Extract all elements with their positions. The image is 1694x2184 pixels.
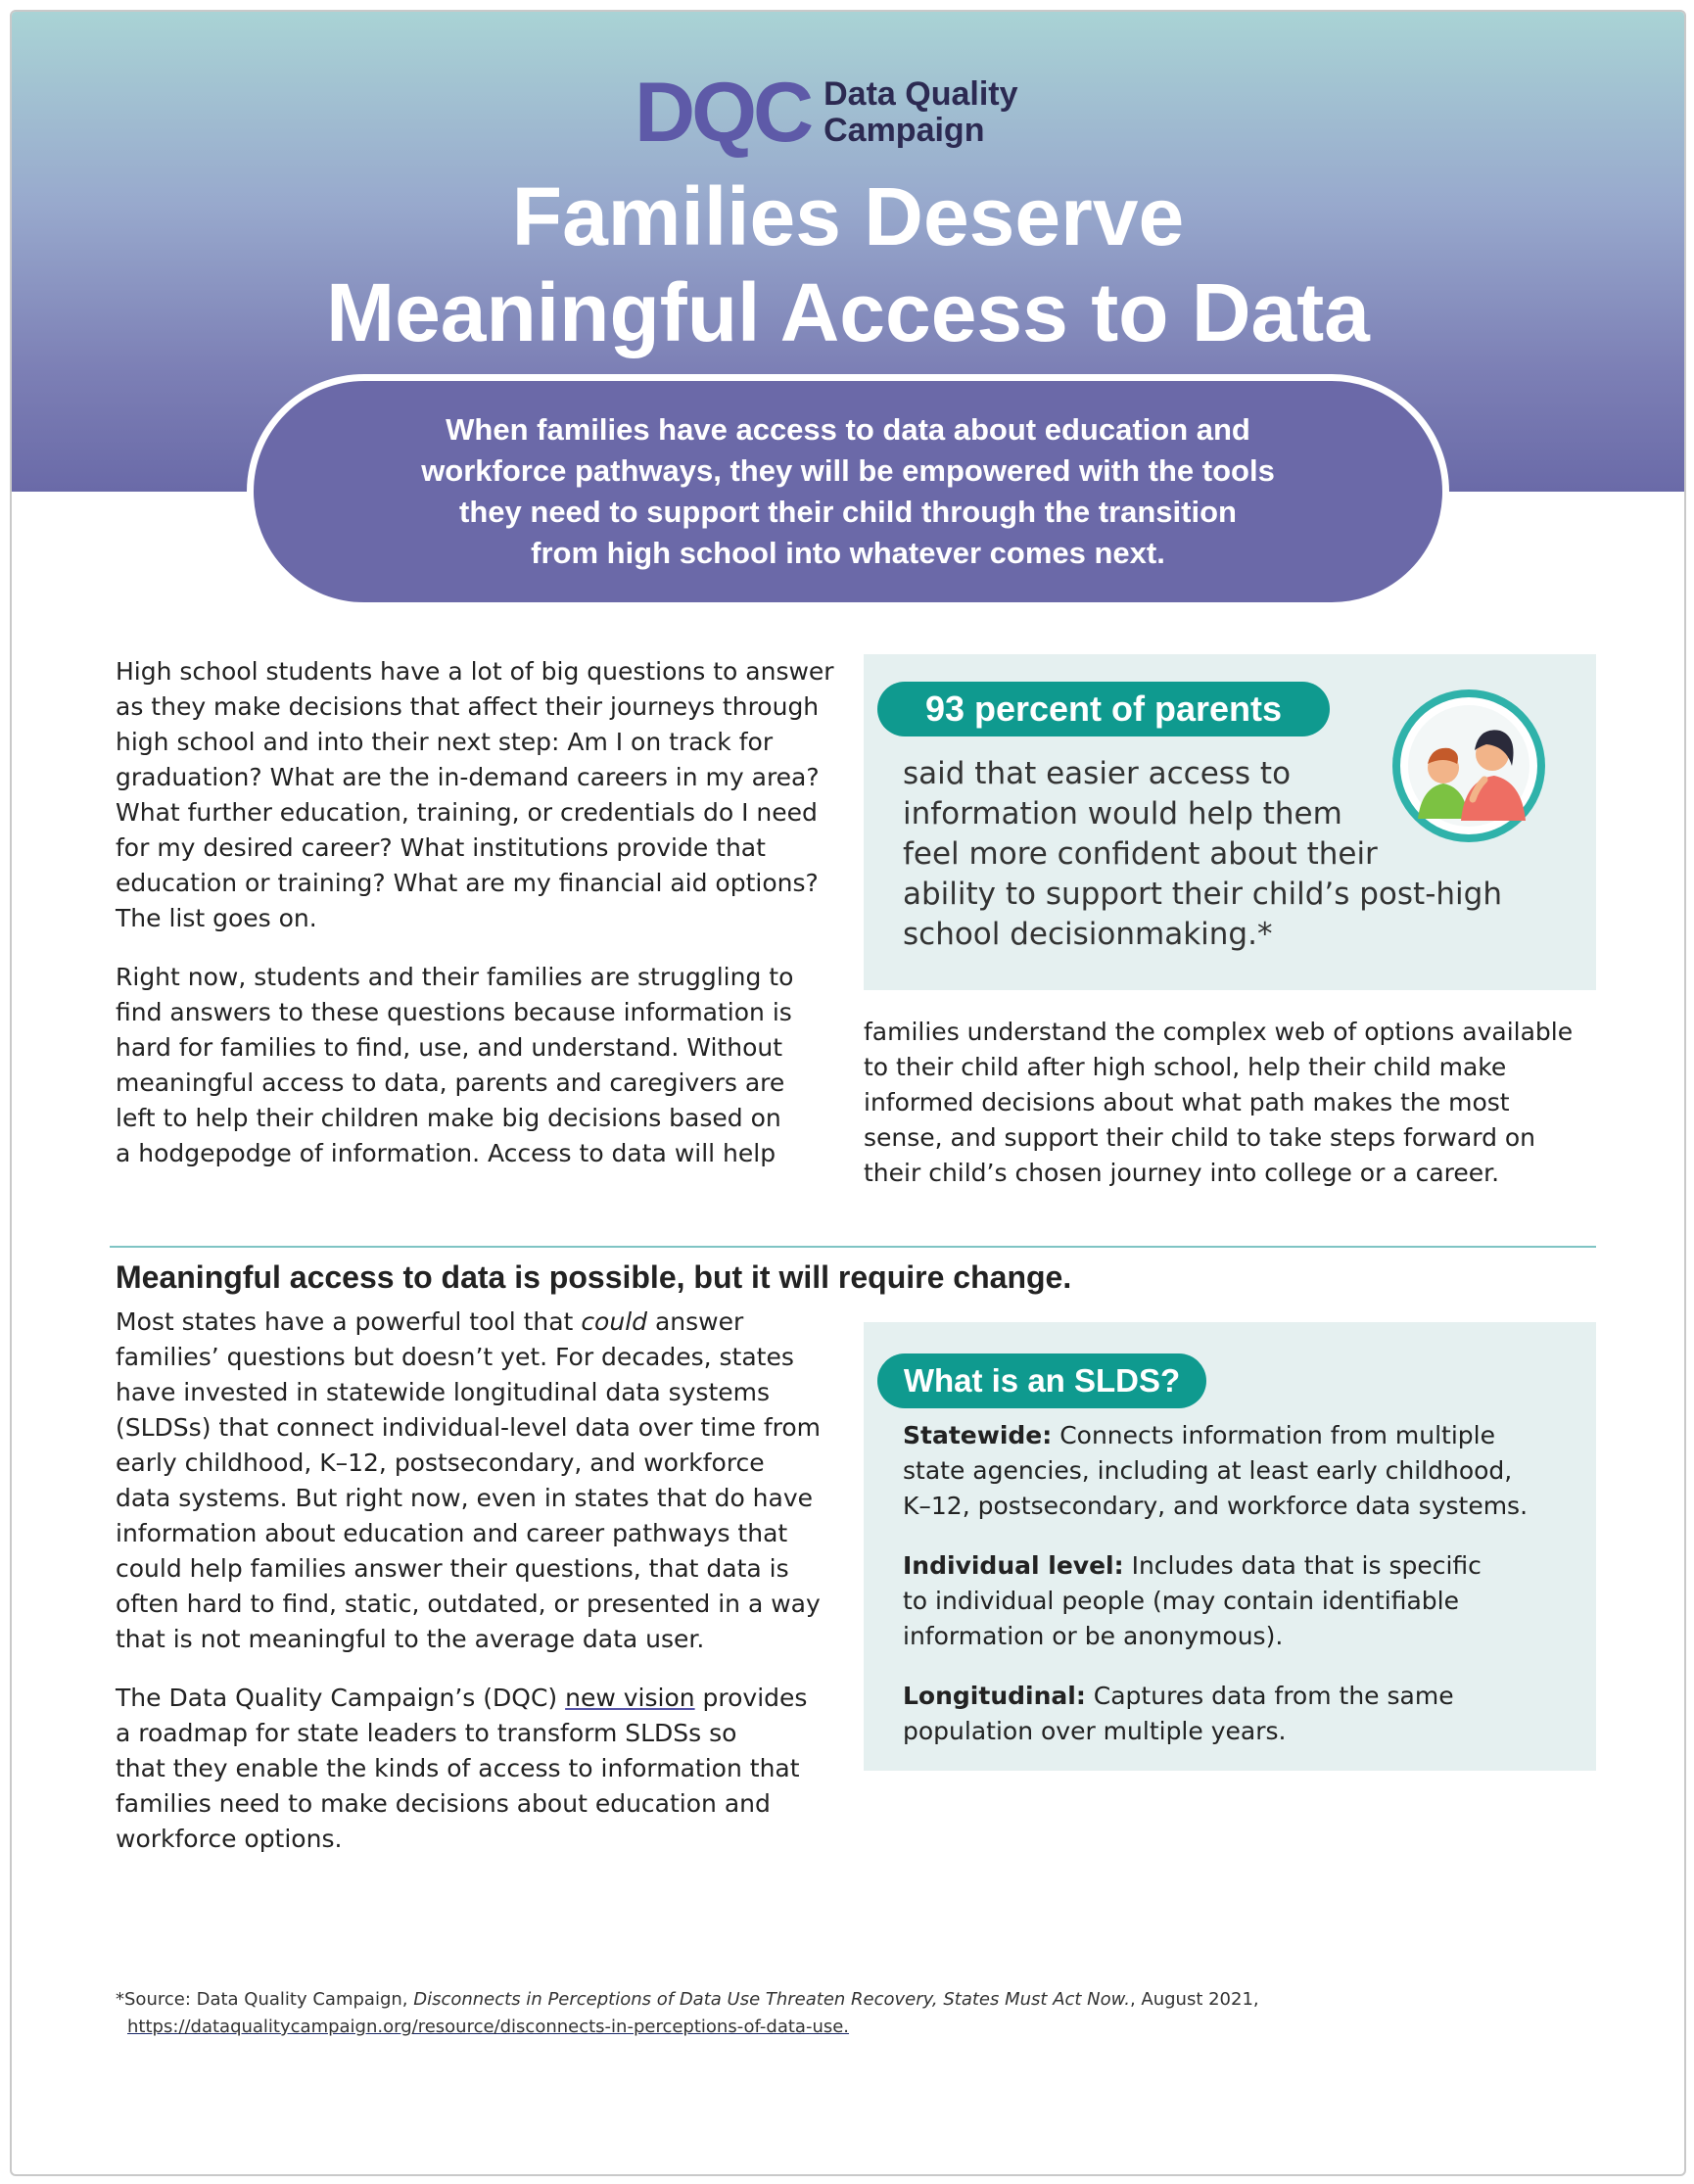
text-line: that is not meaningful to the average data user. xyxy=(116,1625,705,1653)
emphasis-could: could xyxy=(581,1307,648,1336)
intro-line: When families have access to data about education and xyxy=(446,412,1250,447)
text-line: education or training? What are my financial aid options? xyxy=(116,869,819,897)
text-line: answer xyxy=(647,1307,744,1336)
text-line: meaningful access to data, parents and caregivers are xyxy=(116,1068,785,1097)
logo-text-line1: Data Quality xyxy=(823,75,1018,113)
definition-statewide xyxy=(903,1418,1549,1524)
text-line: (SLDSs) that connect individual-level data over time from xyxy=(116,1413,822,1442)
section2-paragraph1 xyxy=(116,1305,840,1657)
text-line: hard for families to find, use, and understand. Without xyxy=(116,1033,783,1062)
text-line: graduation? What are the in-demand careers in my area? xyxy=(116,763,820,791)
intro-line: from high school into whatever comes next. xyxy=(531,536,1165,570)
title-line2: Meaningful Access to Data xyxy=(326,266,1370,358)
title-line1: Families Deserve xyxy=(511,170,1185,262)
definition-text: Captures data from the same xyxy=(1085,1682,1454,1710)
slds-definitions xyxy=(903,1418,1549,1774)
text-line: workforce options. xyxy=(116,1825,343,1853)
footnote-prefix: *Source: Data Quality Campaign, xyxy=(116,1989,414,2010)
definition-text: information or be anonymous). xyxy=(903,1622,1284,1650)
text-line: high school and into their next step: Am I on track for xyxy=(116,728,774,756)
definition-text: state agencies, including at least early childhood, xyxy=(903,1456,1513,1485)
stat-line: school decisionmaking.* xyxy=(903,917,1273,952)
text-line: their child’s chosen journey into college or a career. xyxy=(864,1159,1500,1187)
text-line: as they make decisions that affect their journeys through xyxy=(116,692,820,721)
section1-left-column xyxy=(116,654,840,1171)
new-vision-link[interactable]: new vision xyxy=(565,1684,695,1712)
section1-continuation-paragraph xyxy=(864,1015,1608,1191)
text-line: provides xyxy=(694,1684,808,1712)
intro-pill xyxy=(247,374,1449,609)
definition-term: Individual level: xyxy=(903,1551,1124,1580)
section1-paragraph2 xyxy=(116,960,840,1171)
stat-description xyxy=(903,754,1510,955)
section1-paragraph1 xyxy=(116,654,840,936)
definition-text: to individual people (may contain identifiable xyxy=(903,1587,1459,1615)
text-line: The Data Quality Campaign’s (DQC) xyxy=(116,1684,566,1712)
text-line: sense, and support their child to take steps forward on xyxy=(864,1123,1536,1152)
definition-text: Includes data that is specific xyxy=(1123,1551,1482,1580)
stat-line: information would help them xyxy=(903,796,1342,831)
text-line: a hodgepodge of information. Access to data will help xyxy=(116,1139,776,1167)
text-line: find answers to these questions because information is xyxy=(116,998,792,1026)
text-line: for my desired career? What institutions provide that xyxy=(116,833,766,862)
logo-text-line2: Campaign xyxy=(823,112,985,149)
stat-line: ability to support their child’s post-high xyxy=(903,877,1502,912)
text-line: Right now, students and their families are struggling to xyxy=(116,963,794,991)
text-line: data systems. But right now, even in states that do have xyxy=(116,1484,814,1512)
dqc-logo xyxy=(635,66,1018,160)
footnote-title: Disconnects in Perceptions of Data Use Threaten Recovery, States Must Act Now. xyxy=(413,1989,1130,2010)
section2-left-column xyxy=(116,1305,840,1857)
text-line: to their child after high school, help their child make xyxy=(864,1053,1507,1081)
definition-individual-level xyxy=(903,1548,1549,1654)
section1-right-continuation xyxy=(864,1015,1608,1191)
text-line: often hard to find, static, outdated, or presented in a way xyxy=(116,1590,821,1618)
section2-paragraph2 xyxy=(116,1681,840,1857)
definition-text: K–12, postsecondary, and workforce data systems. xyxy=(903,1492,1529,1520)
slds-callout xyxy=(864,1322,1596,1771)
stat-line: feel more confident about their xyxy=(903,836,1378,872)
text-line: families understand the complex web of options available xyxy=(864,1018,1574,1046)
text-line: The list goes on. xyxy=(116,904,317,932)
page-title xyxy=(12,168,1684,360)
text-line: could help families answer their questions, that data is xyxy=(116,1554,789,1583)
stat-badge: 93 percent of parents xyxy=(877,682,1330,736)
section-divider xyxy=(110,1246,1596,1248)
text-line: that they enable the kinds of access to information that xyxy=(116,1754,800,1782)
definition-text: Connects information from multiple xyxy=(1052,1421,1495,1449)
text-line: families need to make decisions about education and xyxy=(116,1789,771,1818)
definition-term: Statewide: xyxy=(903,1421,1053,1449)
text-line: a roadmap for state leaders to transform SLDSs so xyxy=(116,1719,737,1747)
definition-term: Longitudinal: xyxy=(903,1682,1086,1710)
section2-heading: Meaningful access to data is possible, but it will require change. xyxy=(116,1259,1072,1295)
parents-stat-callout xyxy=(864,654,1596,990)
text-line: Most states have a powerful tool that xyxy=(116,1307,582,1336)
text-line: have invested in statewide longitudinal data systems xyxy=(116,1378,771,1406)
definition-text: population over multiple years. xyxy=(903,1717,1287,1745)
page xyxy=(10,10,1686,2176)
text-line: informed decisions about what path makes the most xyxy=(864,1088,1510,1116)
definition-longitudinal xyxy=(903,1679,1549,1749)
source-footnote xyxy=(116,1986,1291,2041)
text-line: What further education, training, or credentials do I need xyxy=(116,798,818,827)
slds-badge: What is an SLDS? xyxy=(877,1353,1206,1408)
intro-text xyxy=(358,409,1338,574)
intro-line: workforce pathways, they will be empowered with the tools xyxy=(421,453,1275,488)
intro-line: they need to support their child through the transition xyxy=(459,495,1237,529)
text-line: High school students have a lot of big questions to answer xyxy=(116,657,834,686)
text-line: left to help their children make big decisions based on xyxy=(116,1104,781,1132)
text-line: families’ questions but doesn’t yet. For decades, states xyxy=(116,1343,794,1371)
text-line: early childhood, K–12, postsecondary, and workforce xyxy=(116,1448,765,1477)
logo-mark: DQC xyxy=(635,66,811,160)
logo-text xyxy=(823,76,1017,149)
footnote-suffix: , August 2021, xyxy=(1129,1989,1259,2010)
footnote-url-link[interactable]: https://dataqualitycampaign.org/resource/disconnects-in-perceptions-of-data-use. xyxy=(127,2017,850,2037)
stat-line: said that easier access to xyxy=(903,756,1292,791)
text-line: information about education and career pathways that xyxy=(116,1519,788,1547)
